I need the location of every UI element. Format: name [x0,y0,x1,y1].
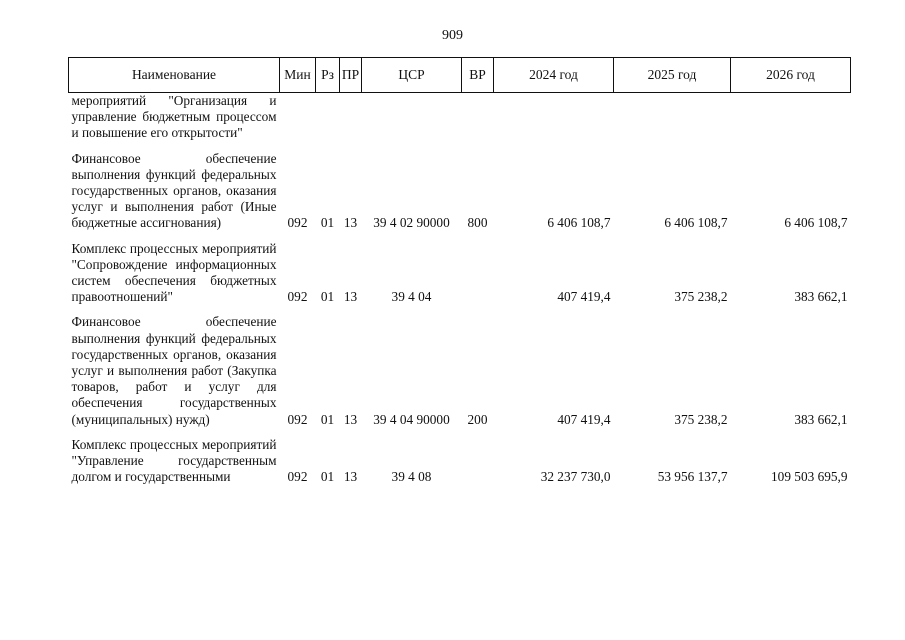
row-rz: 01 [320,469,335,485]
header-pr: ПР [340,58,362,93]
header-rz: Рз [316,58,340,93]
row-2025: 53 956 137,7 [657,469,728,485]
row-name: мероприятий "Организация и управление бюджетным процессом и повышение его открытости" [71,93,277,141]
row-min: 092 [287,469,308,485]
row-name: Финансовое обеспечение выполнения функций федеральных государственных органов, оказания услуг и выполнения работ (Закупка товаров, работ и услуг для обеспечения государственных (муниципальных) нужд) [71,314,277,427]
row-2026: 383 662,1 [794,411,848,427]
row-2025 [614,93,731,142]
row-2025: 6 406 108,7 [664,215,728,231]
table-row [69,241,851,306]
table-row [69,93,851,142]
table-row [69,151,851,232]
row-csr: 39 4 04 [391,289,432,305]
row-vr: 200 [467,411,488,427]
row-spacer [69,428,851,437]
row-name: Комплекс процессных мероприятий "Управление государственным долгом и государственными [71,436,277,485]
row-2026: 383 662,1 [794,289,848,305]
row-pr: 13 [343,469,358,485]
row-csr: 39 4 04 90000 [373,411,450,427]
table-row [69,437,851,486]
row-csr: 39 4 08 [391,469,432,485]
row-min: 092 [287,411,308,427]
row-2024: 6 406 108,7 [547,215,611,231]
budget-table [68,57,851,485]
table-row [69,314,851,427]
row-vr [462,437,494,486]
row-min: 092 [287,289,308,305]
row-2025: 375 238,2 [674,289,728,305]
row-name: Финансовое обеспечение выполнения функций федеральных государственных органов, оказания услуг и выполнения работ (Иные бюджетные ассигнования) [71,150,277,231]
row-2024: 32 237 730,0 [540,469,611,485]
table-header-row [69,58,851,93]
row-rz: 01 [320,411,335,427]
row-min [280,93,316,142]
row-2024: 407 419,4 [557,289,611,305]
header-name: Наименование [69,58,280,93]
row-csr: 39 4 02 90000 [373,215,450,231]
row-2026: 109 503 695,9 [771,469,848,485]
row-rz: 01 [320,215,335,231]
row-name: Комплекс процессных мероприятий "Сопровождение информационных систем обеспечения бюджетных правоотношений" [71,240,277,305]
header-2024: 2024 год [494,58,614,93]
header-csr: ЦСР [362,58,462,93]
row-pr: 13 [343,289,358,305]
header-vr: ВР [462,58,494,93]
header-min: Мин [280,58,316,93]
row-vr: 800 [467,215,488,231]
row-2026: 6 406 108,7 [784,215,848,231]
page-number: 909 [442,28,463,43]
row-rz: 01 [320,289,335,305]
row-spacer [69,142,851,151]
row-2024 [494,93,614,142]
header-2026: 2026 год [731,58,851,93]
row-min: 092 [287,215,308,231]
header-2025: 2025 год [614,58,731,93]
row-pr [340,93,362,142]
row-spacer [69,232,851,241]
row-spacer [69,305,851,314]
row-pr: 13 [343,215,358,231]
row-2026 [731,93,851,142]
row-pr: 13 [343,411,358,427]
row-rz [316,93,340,142]
row-vr [462,241,494,306]
row-2024: 407 419,4 [557,411,611,427]
row-vr [462,93,494,142]
row-2025: 375 238,2 [674,411,728,427]
row-csr [362,93,462,142]
